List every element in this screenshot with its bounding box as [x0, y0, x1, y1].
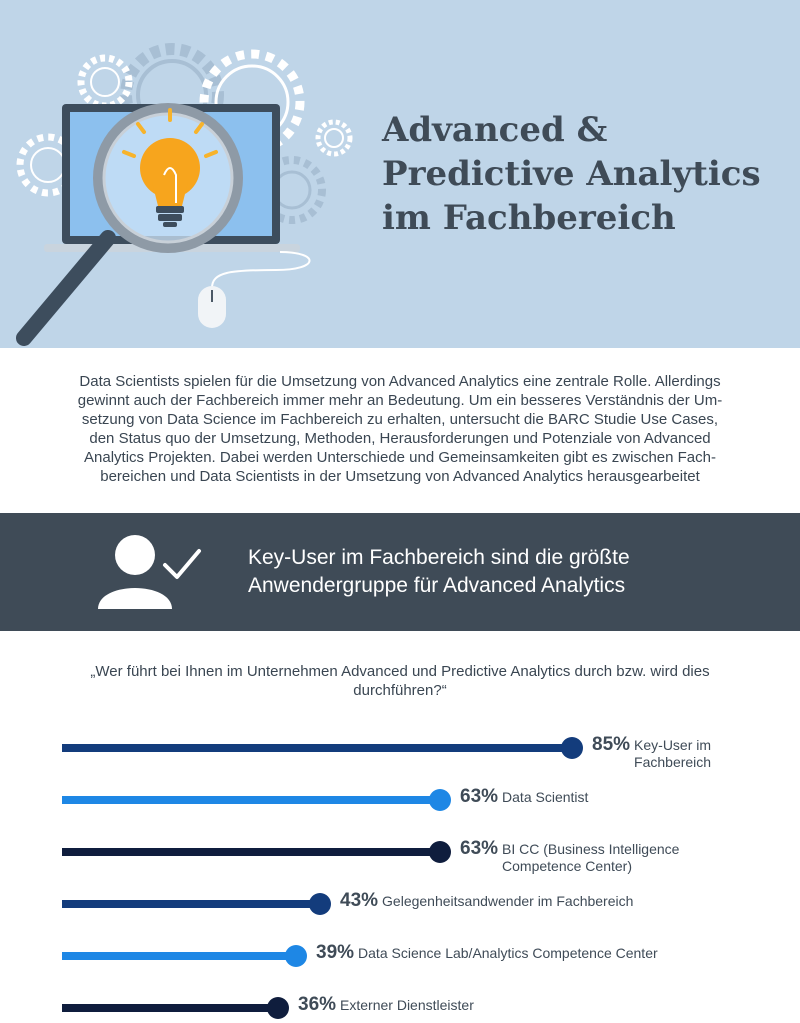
question-line: durchführen?“: [353, 682, 447, 699]
bar-category-label: Externer Dienstleister: [340, 997, 474, 1013]
intro-line: bereichen und Data Scientists in der Umsetzung von Advanced Analytics herausgearbeitet: [100, 468, 700, 485]
intro-line: den Status quo der Umsetzung, Methoden, Herausforderungen und Potenziale von Advanced: [89, 430, 711, 447]
title-line: Predictive Analytics: [382, 154, 761, 194]
bar-row: [62, 994, 474, 1019]
bar-row: [62, 942, 658, 967]
mouse-icon: [198, 252, 310, 328]
banner-line: Anwendergruppe für Advanced Analytics: [248, 574, 626, 597]
intro-line: gewinnt auch der Fachbereich immer mehr an Bedeutung. Um ein besseres Verständnis der Um-: [77, 392, 723, 409]
bar-end-dot: [561, 737, 583, 759]
bar-chart: [0, 725, 800, 1023]
bar-value-label: 43%: [340, 890, 379, 911]
gear-icon: [318, 122, 350, 154]
banner-headline: [248, 544, 630, 600]
bar-value-label: 36%: [298, 994, 337, 1015]
bar-end-dot: [267, 997, 289, 1019]
user-check-icon: [95, 533, 205, 613]
bar-category-label: Data Scientist: [502, 789, 589, 805]
bar-value-label: 85%: [592, 734, 631, 755]
bar-row: [62, 786, 589, 811]
intro-line: Analytics Projekten. Dabei werden Unterschiede und Gemeinsamkeiten gibt es zwischen Fach-: [84, 449, 716, 466]
hero-section: [0, 0, 800, 348]
bar-row: [62, 838, 680, 874]
bar-category-label: BI CC (Business Intelligence: [502, 841, 680, 857]
bar-value-label: 63%: [460, 786, 499, 807]
intro-line: setzung von Data Science im Fachbereich zu erhalten, untersucht die BARC Studie Use Cases,: [81, 411, 719, 428]
bar-category-label: Competence Center): [502, 858, 632, 874]
intro-line: Data Scientists spielen für die Umsetzung von Advanced Analytics eine zentrale Rolle. Allerdings: [79, 373, 721, 390]
bar-value-label: 39%: [316, 942, 355, 963]
page-title: [382, 108, 761, 240]
bar-end-dot: [429, 841, 451, 863]
intro-paragraph: [48, 372, 752, 486]
bar-end-dot: [309, 893, 331, 915]
title-line: im Fachbereich: [382, 198, 676, 238]
bar-end-dot: [429, 789, 451, 811]
bar-category-label: Fachbereich: [634, 754, 712, 770]
bar-category-label: Key-User im: [634, 737, 712, 753]
bar-category-label: Data Science Lab/Analytics Competence Center: [358, 945, 658, 961]
question-line: „Wer führt bei Ihnen im Unternehmen Advanced und Predictive Analytics durch bzw. wird dies: [90, 663, 710, 680]
bar-end-dot: [285, 945, 307, 967]
bar-value-label: 63%: [460, 838, 499, 859]
bar-row: [62, 734, 711, 770]
survey-question: [40, 662, 760, 700]
bar-row: [62, 890, 633, 915]
bar-category-label: Gelegenheitsandwender im Fachbereich: [382, 893, 634, 909]
title-line: Advanced &: [382, 110, 608, 150]
banner-line: Key-User im Fachbereich sind die größte: [248, 546, 630, 569]
